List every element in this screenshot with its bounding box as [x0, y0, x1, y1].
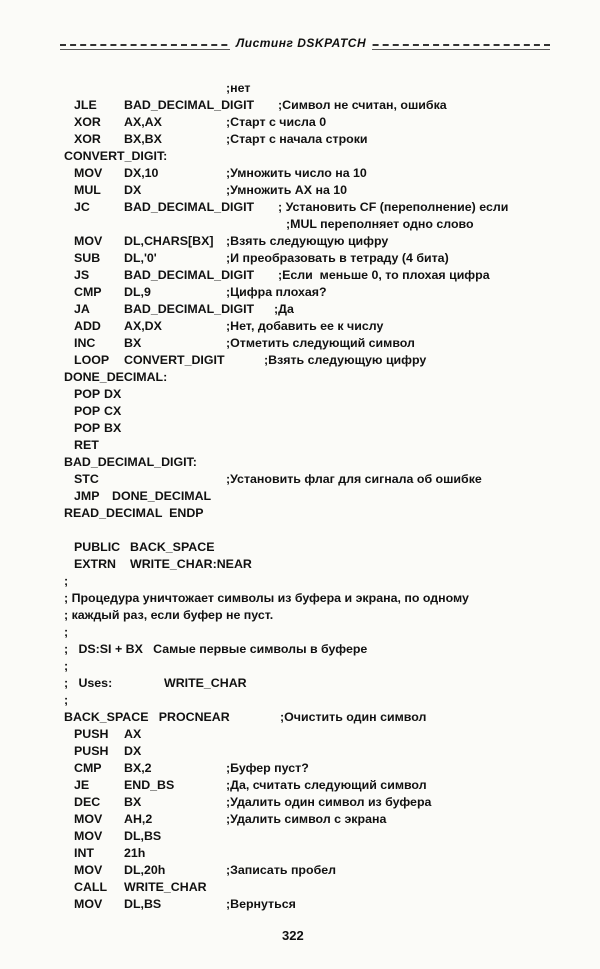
- opcode: XOR: [74, 132, 101, 146]
- uses-value: WRITE_CHAR: [164, 676, 247, 690]
- comment: ;Удалить символ с экрана: [226, 812, 387, 826]
- comment: ;Символ не считан, ошибка: [278, 98, 447, 112]
- label: CONVERT_DIGIT:: [64, 149, 168, 163]
- opcode: RET: [74, 438, 99, 452]
- operand: DONE_DECIMAL: [112, 489, 212, 503]
- operand: WRITE_CHAR:NEAR: [130, 557, 252, 571]
- operand: BAD_DECIMAL_DIGIT: [124, 200, 255, 214]
- comment: ;И преобразовать в тетраду (4 бита): [226, 251, 449, 265]
- operand: DL,20h: [124, 863, 166, 877]
- operand: BX,BX: [124, 132, 162, 146]
- comment: ;Умножить число на 10: [226, 166, 367, 180]
- code-line: [64, 335, 544, 352]
- comment: ;Удалить один символ из буфера: [226, 795, 432, 809]
- comment: ;Если меньше 0, то плохая цифра: [278, 268, 490, 282]
- opcode: SUB: [74, 251, 101, 265]
- code-line: [64, 403, 544, 420]
- comment: ;Да: [274, 302, 294, 316]
- code-line: [64, 777, 544, 794]
- comment-line: ; Uses:: [64, 676, 113, 690]
- code-line: [64, 318, 544, 335]
- code-line: [64, 726, 544, 743]
- code-line: [64, 199, 544, 216]
- code-line: [64, 267, 544, 284]
- code-line: [64, 420, 544, 437]
- code-line: [64, 505, 544, 522]
- opcode: CALL: [74, 880, 108, 894]
- code-line: [64, 590, 544, 607]
- label: DONE_DECIMAL:: [64, 370, 168, 384]
- opcode: MOV: [74, 897, 103, 911]
- code-line: [64, 97, 544, 114]
- operand: DX: [104, 387, 122, 401]
- opcode: ADD: [74, 319, 101, 333]
- opcode: STC: [74, 472, 99, 486]
- operand: AH,2: [124, 812, 153, 826]
- opcode: LOOP: [74, 353, 110, 367]
- opcode: JMP: [74, 489, 100, 503]
- operand: WRITE_CHAR: [124, 880, 207, 894]
- opcode: JS: [74, 268, 90, 282]
- comment: ;Установить флаг для сигнала об ошибке: [226, 472, 482, 486]
- code-line: [64, 556, 544, 573]
- operand: DX,10: [124, 166, 159, 180]
- code-line: [64, 352, 544, 369]
- code-line: [64, 454, 544, 471]
- opcode: POP: [74, 421, 101, 435]
- code-line: [64, 539, 544, 556]
- operand: AX,AX: [124, 115, 162, 129]
- code-line: [64, 743, 544, 760]
- code-line: [64, 471, 544, 488]
- opcode: MOV: [74, 812, 103, 826]
- code-line: [64, 182, 544, 199]
- comment: ;Старт с числа 0: [226, 115, 327, 129]
- opcode: MOV: [74, 863, 103, 877]
- code-line: [64, 573, 544, 590]
- comment: ;Цифра плохая?: [226, 285, 327, 299]
- opcode: JLE: [74, 98, 97, 112]
- code-line: [64, 879, 544, 896]
- code-line: [64, 692, 544, 709]
- comment: ;Умножить AX на 10: [226, 183, 348, 197]
- comment: ;Очистить один символ: [280, 710, 427, 724]
- comment: ;Буфер пуст?: [226, 761, 309, 775]
- code-line: [64, 80, 544, 97]
- operand: BAD_DECIMAL_DIGIT: [124, 268, 255, 282]
- comment-line: ; Процедура уничтожает символы из буфера и экрана, по одному: [64, 591, 469, 605]
- code-line: [64, 607, 544, 624]
- opcode: PUSH: [74, 744, 109, 758]
- comment: ;Взять следующую цифру: [264, 353, 427, 367]
- operand: BX: [124, 336, 142, 350]
- code-line: [64, 760, 544, 777]
- operand: BX,2: [124, 761, 152, 775]
- opcode: DEC: [74, 795, 101, 809]
- operand: CX: [104, 404, 122, 418]
- comment-line: ;: [64, 693, 69, 707]
- code-line: [64, 896, 544, 913]
- comment: ;Взять следующую цифру: [226, 234, 389, 248]
- operand: DL,'0': [124, 251, 157, 265]
- code-line: [64, 216, 544, 233]
- comment-line: ;: [64, 625, 69, 639]
- code-line: [64, 658, 544, 675]
- code-line: [64, 148, 544, 165]
- comment-line: ; DS:SI + BX Самые первые символы в буфере: [64, 642, 368, 656]
- operand: 21h: [124, 846, 146, 860]
- blank-line: [64, 522, 544, 539]
- code-line: [64, 386, 544, 403]
- opcode: JA: [74, 302, 90, 316]
- operand: END_BS: [124, 778, 175, 792]
- operand: DX: [124, 744, 142, 758]
- code-line: [64, 488, 544, 505]
- comment-line: ;: [64, 574, 69, 588]
- code-line: [64, 284, 544, 301]
- code-line: [64, 675, 544, 692]
- comment: ;Нет, добавить ее к числу: [226, 319, 384, 333]
- label: BAD_DECIMAL_DIGIT:: [64, 455, 197, 469]
- code-line: [64, 131, 544, 148]
- code-line: [64, 845, 544, 862]
- opcode: PUBLIC: [74, 540, 121, 554]
- code-line: [64, 114, 544, 131]
- opcode: CMP: [74, 761, 102, 775]
- opcode: INT: [74, 846, 94, 860]
- operand: BX: [124, 795, 142, 809]
- opcode: XOR: [74, 115, 101, 129]
- operand: BAD_DECIMAL_DIGIT: [124, 302, 255, 316]
- opcode: EXTRN: [74, 557, 116, 571]
- opcode: MOV: [74, 234, 103, 248]
- comment: ;MUL переполняет одно слово: [286, 217, 474, 231]
- operand: DL,9: [124, 285, 151, 299]
- comment: ;Вернуться: [226, 897, 296, 911]
- comment: ;Записать пробел: [226, 863, 336, 877]
- operand: CONVERT_DIGIT: [124, 353, 225, 367]
- code-line: [64, 862, 544, 879]
- code-listing: [64, 80, 544, 913]
- code-line: [64, 369, 544, 386]
- comment: ;Да, считать следующий символ: [226, 778, 427, 792]
- comment: ; Установить CF (переполнение) если: [278, 200, 509, 214]
- opcode: POP: [74, 404, 101, 418]
- opcode: JE: [74, 778, 90, 792]
- operand: AX,DX: [124, 319, 162, 333]
- opcode: MOV: [74, 166, 103, 180]
- comment-line: ; каждый раз, если буфер не пуст.: [64, 608, 274, 622]
- operand: DL,BS: [124, 897, 162, 911]
- code-line: [64, 641, 544, 658]
- opcode: INC: [74, 336, 96, 350]
- label: READ_DECIMAL ENDP: [64, 506, 204, 520]
- comment: ;Старт с начала строки: [226, 132, 368, 146]
- operand: DL,BS: [124, 829, 162, 843]
- comment-line: ;: [64, 659, 69, 673]
- operand: DL,CHARS[BX]: [124, 234, 214, 248]
- comment: ;Отметить следующий символ: [226, 336, 415, 350]
- operand: AX: [124, 727, 142, 741]
- opcode: CMP: [74, 285, 102, 299]
- code-line: [64, 624, 544, 641]
- label: BACK_SPACE PROCNEAR: [64, 710, 230, 724]
- code-line: [64, 794, 544, 811]
- operand: DX: [124, 183, 142, 197]
- running-title: Листинг DSKPATCH: [230, 36, 372, 50]
- opcode: POP: [74, 387, 101, 401]
- operand: BX: [104, 421, 122, 435]
- code-line: [64, 301, 544, 318]
- comment: ;нет: [226, 81, 251, 95]
- code-line: [64, 828, 544, 845]
- code-line: [64, 709, 544, 726]
- opcode: MUL: [74, 183, 101, 197]
- code-line: [64, 811, 544, 828]
- page-number: 322: [282, 928, 304, 943]
- opcode: JC: [74, 200, 90, 214]
- code-line: [64, 233, 544, 250]
- code-line: [64, 437, 544, 454]
- opcode: PUSH: [74, 727, 109, 741]
- operand: BAD_DECIMAL_DIGIT: [124, 98, 255, 112]
- opcode: MOV: [74, 829, 103, 843]
- code-line: [64, 165, 544, 182]
- code-line: [64, 250, 544, 267]
- operand: BACK_SPACE: [130, 540, 215, 554]
